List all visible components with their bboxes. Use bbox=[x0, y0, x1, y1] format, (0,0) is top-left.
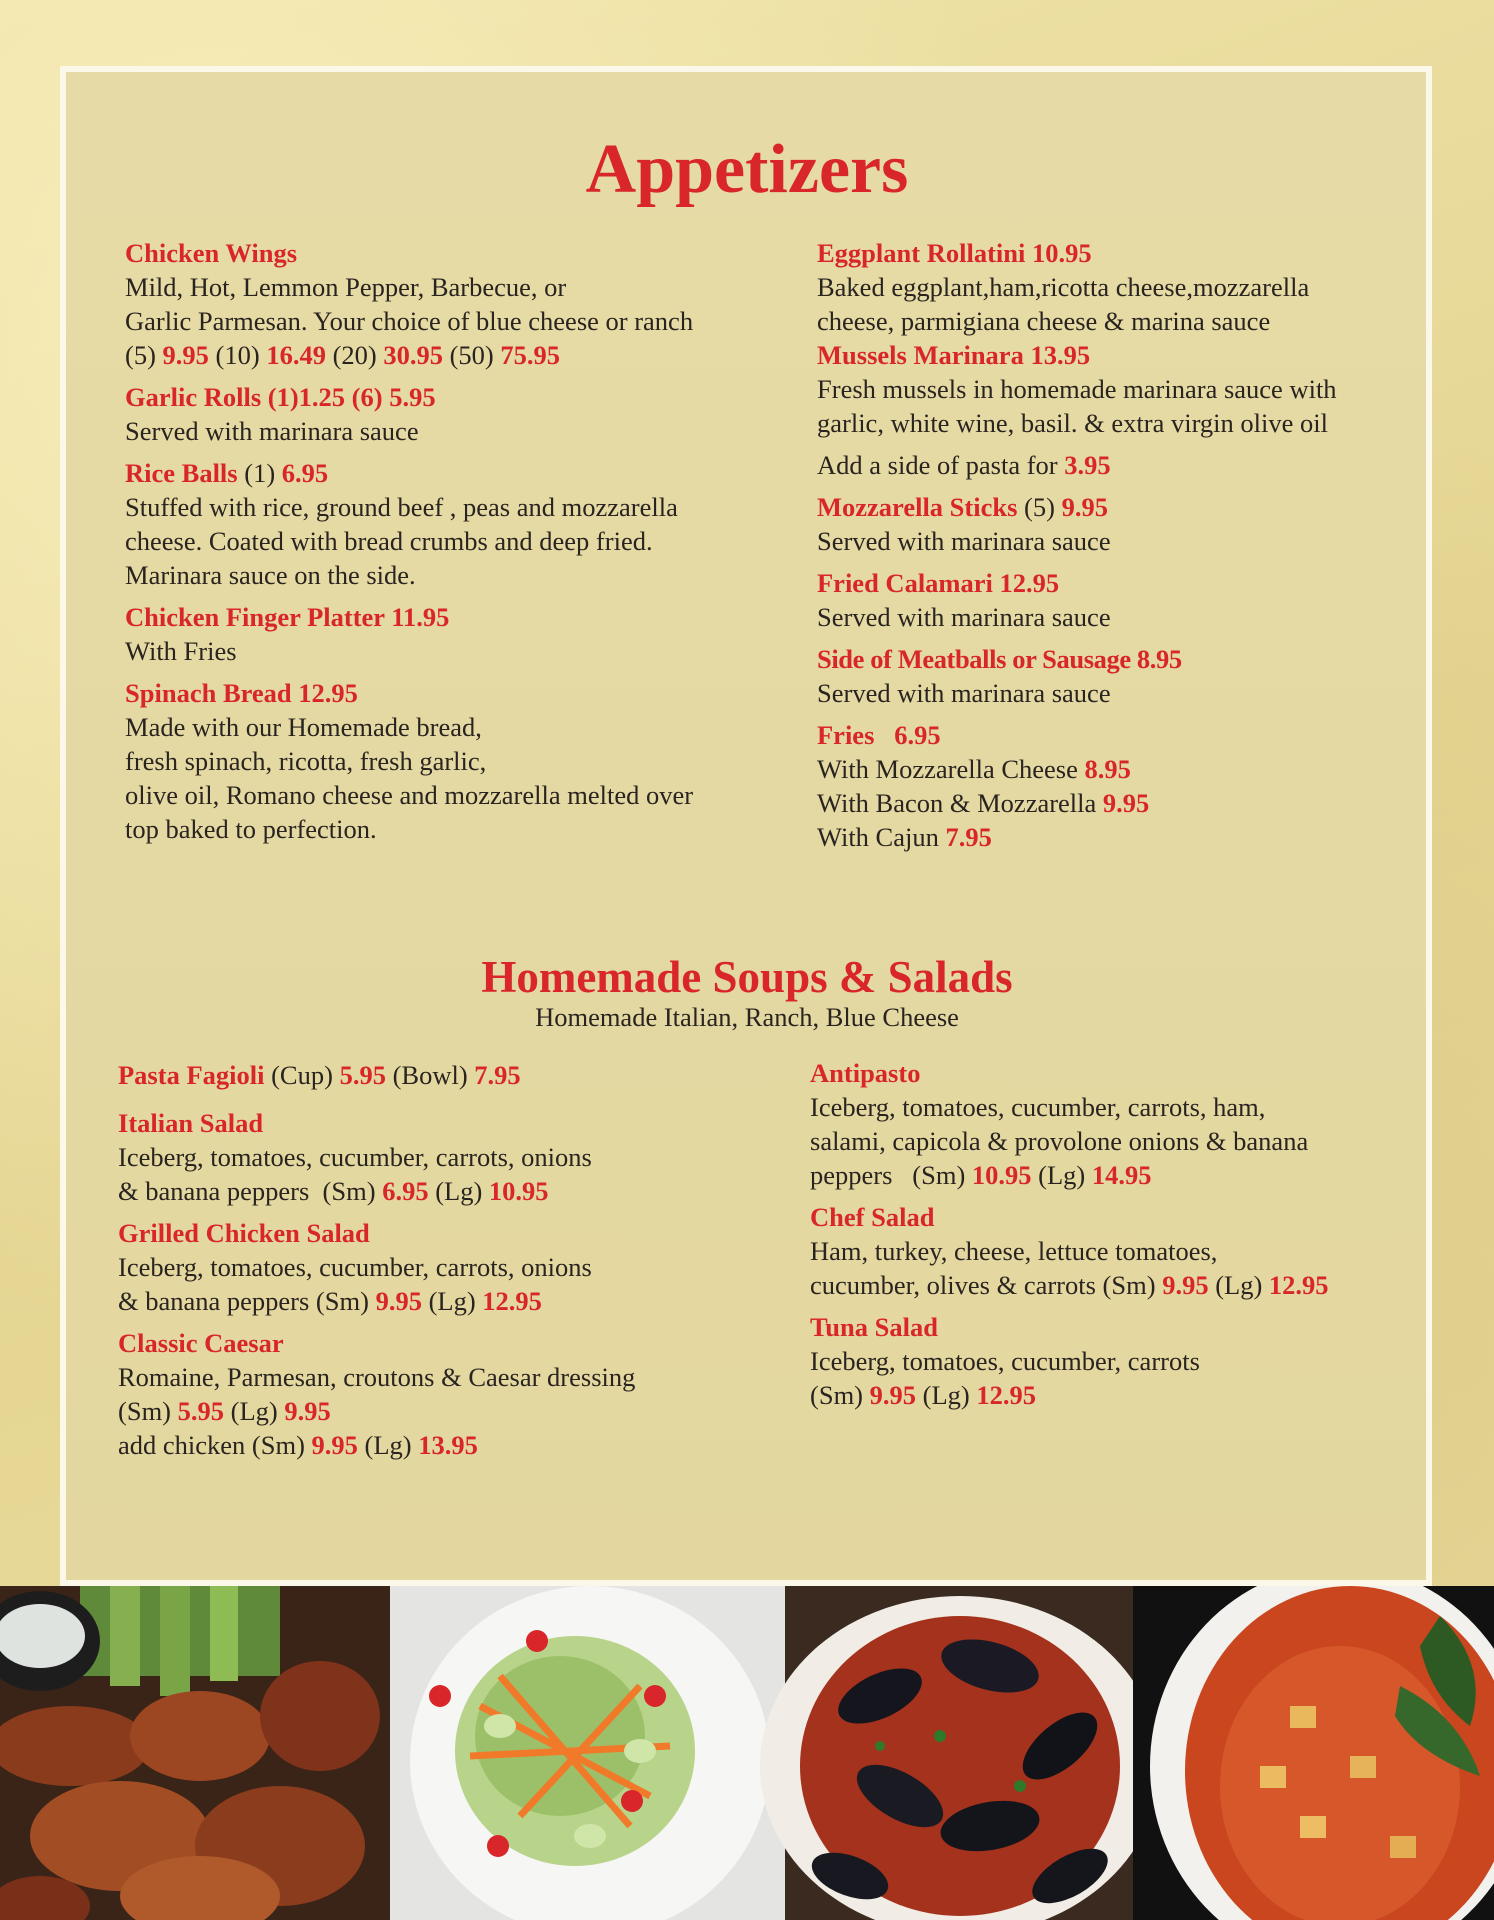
item-name: Fried Calamari 12.95 bbox=[817, 568, 1060, 598]
price: 12.95 bbox=[1268, 1270, 1329, 1300]
menu-item bbox=[125, 600, 765, 668]
item-desc: Baked eggplant,ham,ricotta cheese,mozzarella bbox=[817, 272, 1310, 302]
item-desc: salami, capicola & provolone onions & banana bbox=[810, 1126, 1309, 1156]
option-label: With Bacon & Mozzarella bbox=[817, 788, 1097, 818]
item-desc: Ham, turkey, cheese, lettuce tomatoes, bbox=[810, 1236, 1218, 1266]
item-name: Pasta Fagioli bbox=[118, 1060, 265, 1090]
size-label: (10) bbox=[215, 340, 260, 370]
price: 8.95 bbox=[1084, 754, 1131, 784]
side-option bbox=[817, 448, 1417, 482]
item-name: Chef Salad bbox=[810, 1202, 935, 1232]
salad-photo bbox=[390, 1586, 785, 1920]
price: 10.95 bbox=[971, 1160, 1032, 1190]
price: 16.49 bbox=[266, 340, 326, 370]
item-desc: Garlic Parmesan. Your choice of blue cheese or ranch bbox=[125, 306, 694, 336]
item-desc: Romaine, Parmesan, croutons & Caesar dressing bbox=[118, 1362, 636, 1392]
menu-item bbox=[125, 676, 765, 846]
item-name: Antipasto bbox=[810, 1058, 921, 1088]
menu-item bbox=[118, 1216, 768, 1318]
item-desc: garlic, white wine, basil. & extra virgin olive oil bbox=[817, 408, 1328, 438]
mussels-photo bbox=[760, 1586, 1160, 1920]
size-label: (Sm) bbox=[118, 1396, 171, 1426]
price: 9.95 bbox=[1061, 492, 1108, 522]
price: 6.95 bbox=[382, 1176, 429, 1206]
price: 9.95 bbox=[869, 1380, 916, 1410]
option-label: With Mozzarella Cheese bbox=[817, 754, 1078, 784]
menu-item bbox=[118, 1326, 768, 1462]
item-prices bbox=[125, 338, 765, 372]
item-name: Mussels Marinara 13.95 bbox=[817, 340, 1091, 370]
soups-right-column bbox=[810, 1056, 1410, 1420]
appetizers-title: Appetizers bbox=[585, 131, 909, 208]
option-label: With Cajun bbox=[817, 822, 939, 852]
price: 5.95 bbox=[177, 1396, 224, 1426]
menu-item bbox=[810, 1310, 1410, 1412]
item-qty: (1) bbox=[244, 458, 276, 488]
item-name: Classic Caesar bbox=[118, 1328, 284, 1358]
size-label: (50) bbox=[449, 340, 494, 370]
item-name: Italian Salad bbox=[118, 1108, 264, 1138]
price: 3.95 bbox=[1064, 450, 1111, 480]
price: 14.95 bbox=[1091, 1160, 1152, 1190]
price: 9.95 bbox=[1102, 788, 1150, 818]
item-name: Side of Meatballs or Sausage 8.95 bbox=[817, 644, 1182, 674]
price: 9.95 bbox=[162, 340, 209, 370]
price: 9.95 bbox=[311, 1430, 358, 1460]
item-qty: (5) bbox=[1024, 492, 1055, 522]
size-label: (Lg) bbox=[364, 1430, 412, 1460]
item-desc: olive oil, Romano cheese and mozzarella melted over bbox=[125, 780, 694, 810]
price: 13.95 bbox=[418, 1430, 478, 1460]
size-label: (Lg) bbox=[1215, 1270, 1263, 1300]
soup-photo bbox=[1133, 1586, 1494, 1920]
menu-item bbox=[817, 642, 1417, 710]
menu-item bbox=[125, 456, 765, 592]
item-desc: Served with marinara sauce bbox=[817, 678, 1111, 708]
size-label: (Lg) bbox=[428, 1286, 476, 1316]
size-label: (Bowl) bbox=[392, 1060, 468, 1090]
size-label: (20) bbox=[332, 340, 377, 370]
item-name: Garlic Rolls (1)1.25 (6) 5.95 bbox=[125, 382, 436, 412]
item-desc: Iceberg, tomatoes, cucumber, carrots, onions bbox=[118, 1142, 592, 1172]
menu-item bbox=[810, 1200, 1410, 1302]
size-label: (Lg) bbox=[435, 1176, 483, 1206]
item-desc: Marinara sauce on the side. bbox=[125, 560, 416, 590]
item-name: Grilled Chicken Salad bbox=[118, 1218, 370, 1248]
item-name: Chicken Finger Platter 11.95 bbox=[125, 602, 450, 632]
item-name: Chicken Wings bbox=[125, 238, 298, 268]
item-name: Spinach Bread 12.95 bbox=[125, 678, 358, 708]
chicken-wings-photo bbox=[0, 1586, 390, 1920]
item-desc: Served with marinara sauce bbox=[817, 526, 1111, 556]
item-name: Tuna Salad bbox=[810, 1312, 938, 1342]
size-label: (Sm) bbox=[810, 1380, 863, 1410]
price: 6.95 bbox=[281, 458, 329, 488]
item-desc: With Fries bbox=[125, 636, 237, 666]
item-desc: Iceberg, tomatoes, cucumber, carrots, ham, bbox=[810, 1092, 1266, 1122]
price: 9.95 bbox=[1162, 1270, 1209, 1300]
appetizers-right-column bbox=[817, 236, 1417, 862]
item-name: Rice Balls bbox=[125, 458, 238, 488]
item-desc: cucumber, olives & carrots (Sm) bbox=[810, 1270, 1156, 1300]
price: 30.95 bbox=[383, 340, 443, 370]
item-name: Mozzarella Sticks bbox=[817, 492, 1018, 522]
menu-item bbox=[125, 236, 765, 372]
item-desc: Mild, Hot, Lemmon Pepper, Barbecue, or bbox=[125, 272, 567, 302]
price: 7.95 bbox=[945, 822, 992, 852]
item-desc: peppers (Sm) bbox=[810, 1160, 966, 1190]
side-label: Add a side of pasta for bbox=[817, 450, 1058, 480]
item-desc: top baked to perfection. bbox=[125, 814, 377, 844]
item-desc: & banana peppers (Sm) bbox=[118, 1286, 369, 1316]
price: 75.95 bbox=[500, 340, 560, 370]
item-desc: Stuffed with rice, ground beef , peas and mozzarella bbox=[125, 492, 678, 522]
menu-item bbox=[817, 718, 1417, 854]
size-label: (Cup) bbox=[271, 1060, 333, 1090]
menu-item bbox=[118, 1058, 768, 1092]
menu-item bbox=[118, 1106, 768, 1208]
price: 9.95 bbox=[284, 1396, 331, 1426]
menu-item bbox=[817, 490, 1417, 558]
price: 12.95 bbox=[976, 1380, 1036, 1410]
appetizers-left-column bbox=[125, 236, 765, 854]
price: 9.95 bbox=[375, 1286, 422, 1316]
size-label: (Lg) bbox=[230, 1396, 278, 1426]
item-desc: Iceberg, tomatoes, cucumber, carrots, onions bbox=[118, 1252, 592, 1282]
size-label: (5) bbox=[125, 340, 156, 370]
menu-item bbox=[817, 236, 1417, 338]
soups-title: Homemade Soups & Salads bbox=[481, 952, 1013, 1002]
item-desc: cheese. Coated with bread crumbs and deep fried. bbox=[125, 526, 653, 556]
item-desc: add chicken (Sm) bbox=[118, 1430, 305, 1460]
item-desc: & banana peppers (Sm) bbox=[118, 1176, 376, 1206]
size-label: (Lg) bbox=[922, 1380, 970, 1410]
item-desc: Fresh mussels in homemade marinara sauce with bbox=[817, 374, 1337, 404]
item-desc: Made with our Homemade bread, bbox=[125, 712, 482, 742]
price: 5.95 bbox=[339, 1060, 386, 1090]
price: 12.95 bbox=[482, 1286, 542, 1316]
item-desc: Served with marinara sauce bbox=[817, 602, 1111, 632]
item-name: Fries 6.95 bbox=[817, 720, 941, 750]
menu-item bbox=[817, 338, 1417, 440]
item-desc: Iceberg, tomatoes, cucumber, carrots bbox=[810, 1346, 1200, 1376]
soups-left-column bbox=[118, 1058, 768, 1470]
item-name: Eggplant Rollatini 10.95 bbox=[817, 238, 1092, 268]
dressings-subtitle: Homemade Italian, Ranch, Blue Cheese bbox=[535, 1002, 959, 1032]
price: 7.95 bbox=[474, 1060, 521, 1090]
item-desc: cheese, parmigiana cheese & marina sauce bbox=[817, 306, 1271, 336]
size-label: (Lg) bbox=[1038, 1160, 1086, 1190]
item-desc: fresh spinach, ricotta, fresh garlic, bbox=[125, 746, 487, 776]
menu-item bbox=[125, 380, 765, 448]
menu-item bbox=[817, 566, 1417, 634]
photo-strip bbox=[0, 1586, 1494, 1920]
price: 10.95 bbox=[488, 1176, 549, 1206]
menu-item bbox=[810, 1056, 1410, 1192]
item-desc: Served with marinara sauce bbox=[125, 416, 419, 446]
